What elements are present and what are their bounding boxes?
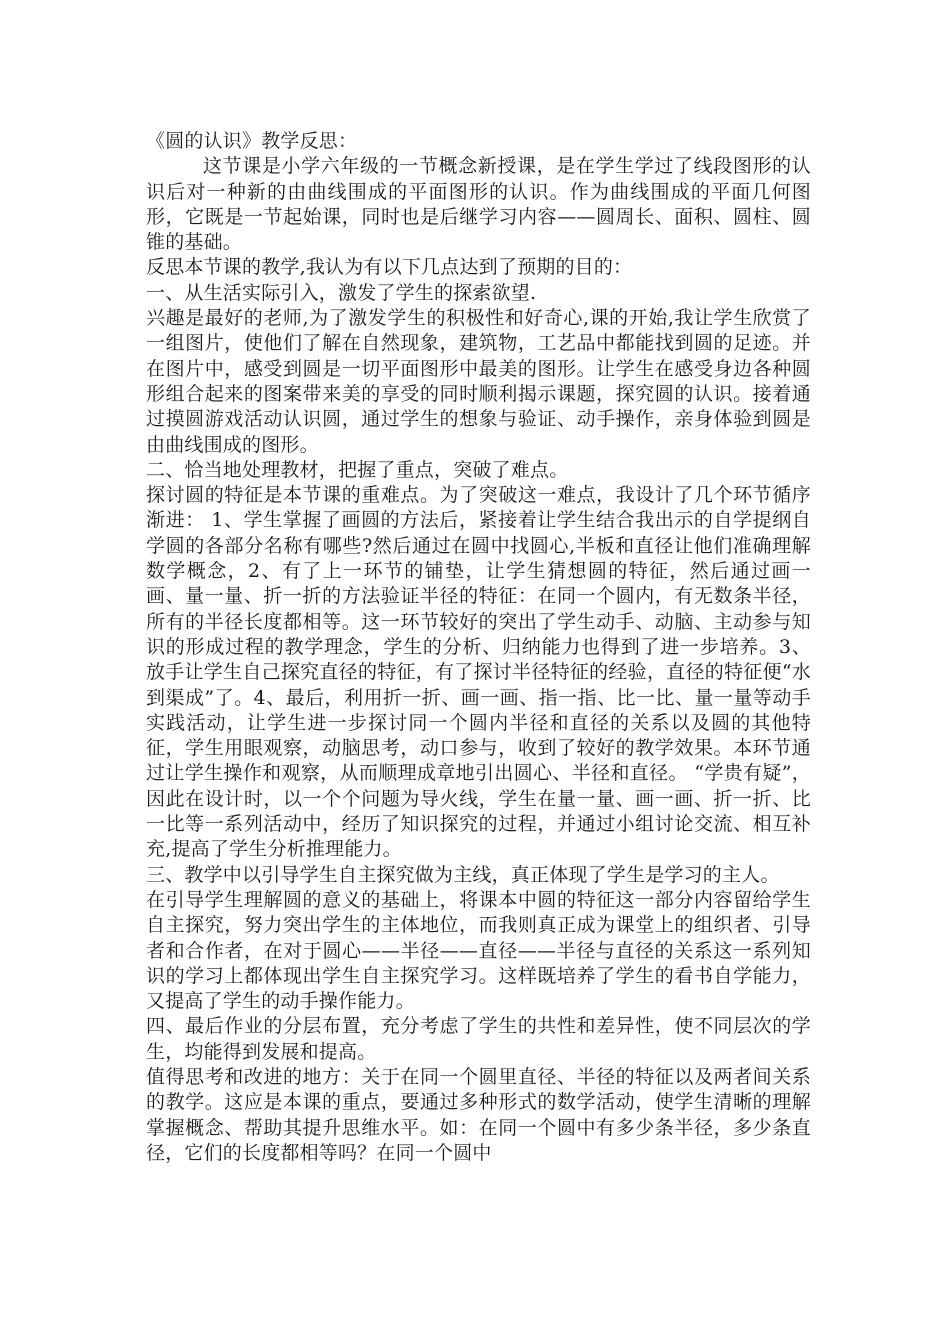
- paragraph-section-2: 探讨圆的特征是本节课的重难点。为了突破这一难点，我设计了几个环节循序渐进： 1、学生掌握了画圆的方法后，紧接着让学生结合我出示的自学提纲自学圆的各部分名称有哪些?然后通过在圆中找圆心,半板和直径让他们准确理解数学概念，2、有了上一环节的铺垫，让学生猜想圆的特征，然后通过画一画、量一量、折一折的方法验证半径的特征：在同一个圆内，有无数条半径，所有的半径长度都相等。这一环节较好的突出了学生动手、动脑、主动参与知识的形成过程的教学理念，学生的分析、归纳能力也得到了进一步培养。3、放手让学生自己探究直径的特征，有了探讨半径特征的经验，直径的特征便“水到渠成”了。4、最后，利用折一折、画一画、指一指、比一比、量一量等动手实践活动，让学生进一步探讨同一个圆内半径和直径的关系以及圆的其他特征，学生用眼观察，动脑思考，动口参与，收到了较好的教学效果。本环节通过让学生操作和观察，从而顺理成章地引出圆心、半径和直径。 “学贵有疑”，因此在设计时，以一个个问题为导火线，学生在量一量、画一画、折一折、比一比等一系列活动中，经历了知识探究的过程，并通过小组讨论交流、相互补充,提高了学生分析推理能力。: [146, 484, 811, 861]
- section-heading-4: 四、最后作业的分层布置，充分考虑了学生的共性和差异性，使不同层次的学生，均能得到发展和提高。: [146, 1015, 811, 1063]
- paragraph-improvement: 值得思考和改进的地方：关于在同一个圆里直径、半径的特征以及两者间关系的教学。这应是本课的重点，要通过多种形式的数学活动，使学生清晰的理解掌握概念、帮助其提升思维水平。如：在同一个圆中有多少条半径，多少条直径，它们的长度都相等吗？在同一个圆中: [146, 1065, 811, 1164]
- section-heading-2: 二、恰当地处理教材，把握了重点，突破了难点。: [146, 458, 569, 481]
- document-body: [146, 129, 811, 1166]
- section-heading-1: 一、从生活实际引入，激发了学生的探索欲望.: [146, 281, 537, 304]
- section-heading-3: 三、教学中以引导学生自主探究做为主线，真正体现了学生是学习的主人。: [146, 863, 780, 886]
- paragraph-reflection-lead: 反思本节课的教学,我认为有以下几点达到了预期的目的：: [146, 256, 633, 279]
- paragraph-section-1: 兴趣是最好的老师,为了激发学生的积极性和好奇心,课的开始,我让学生欣赏了一组图片，使他们了解在自然现象，建筑物，工艺品中都能找到圆的足迹。并在图片中，感受到圆是一切平面图形中最美的图形。让学生在感受身边各种圆形组合起来的图案带来美的享受的同时顺利揭示课题，探究圆的认识。接着通过摸圆游戏活动认识圆，通过学生的想象与验证、动手操作，亲身体验到圆是由曲线围成的图形。: [146, 307, 811, 456]
- paragraph-section-3: 在引导学生理解圆的意义的基础上，将课本中圆的特征这一部分内容留给学生自主探究，努力突出学生的主体地位，而我则真正成为课堂上的组织者、引导者和合作者，在对于圆心——半径——直径——半径与直径的关系这一系列知识的学习上都体现出学生自主探究学习。这样既培养了学生的看书自学能力，又提高了学生的动手操作能力。: [146, 888, 811, 1013]
- paragraph-intro: 这节课是小学六年级的一节概念新授课，是在学生学过了线段图形的认识后对一种新的由曲线围成的平面图形的认识。作为曲线围成的平面几何图形，它既是一节起始课，同时也是后继学习内容——圆周长、面积、圆柱、圆锥的基础。: [146, 155, 811, 254]
- document-title: 《圆的认识》教学反思：: [146, 130, 358, 152]
